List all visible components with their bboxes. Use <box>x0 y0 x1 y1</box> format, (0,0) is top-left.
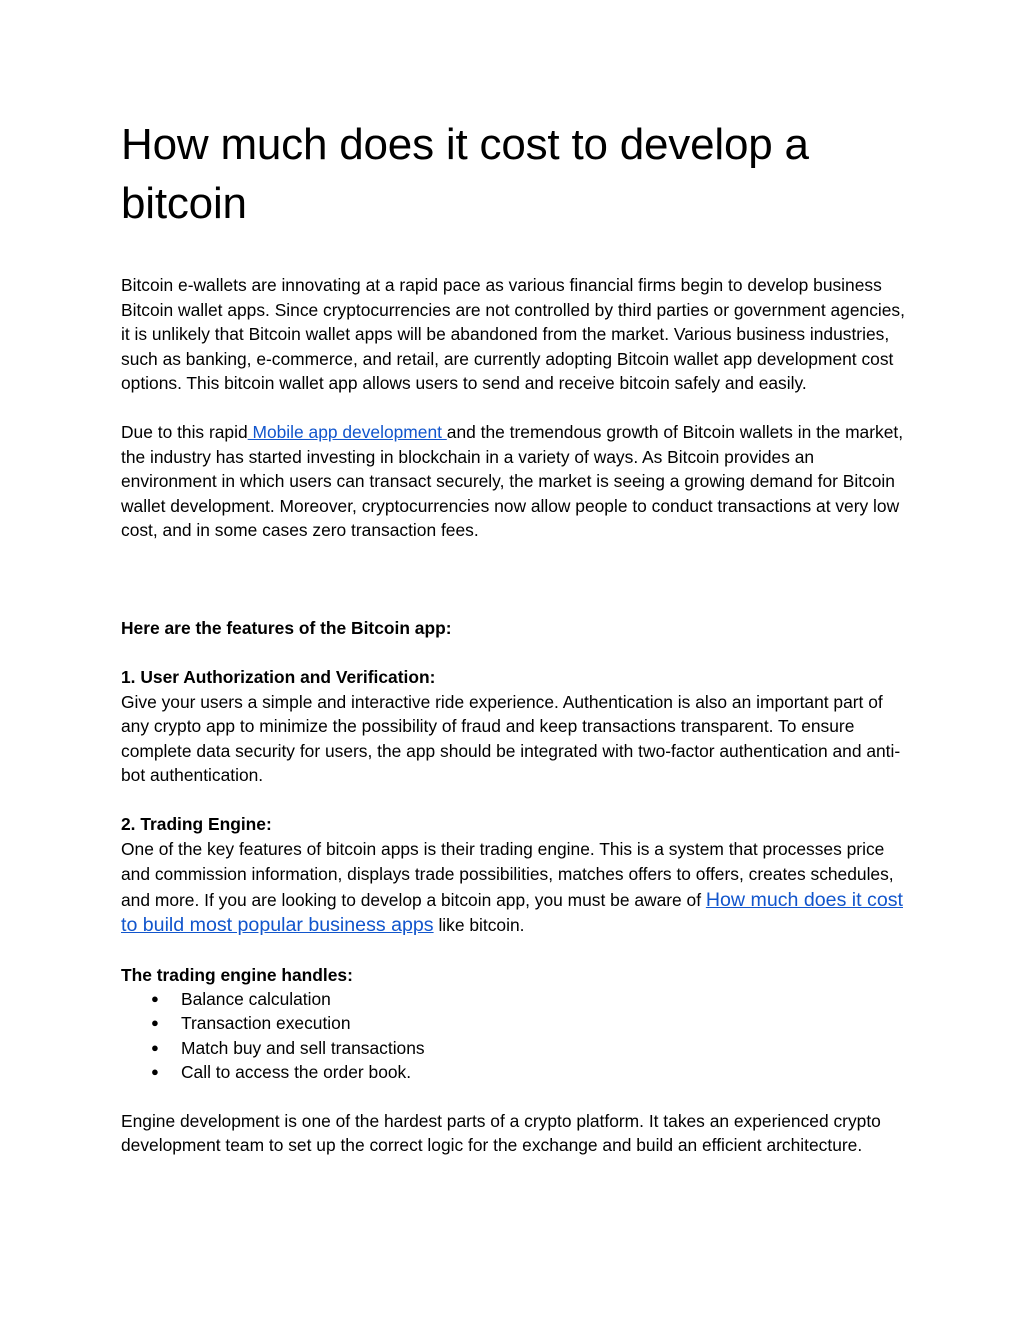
bullet-icon: ● <box>151 1015 159 1031</box>
feature-1-body: Give your users a simple and interactive ride experience. Authentication is also an important part of any crypto app to minimize the possibility of fraud and keep transactions transparent. To ensure complete data security for users, the app should be integrated with two-factor authentication and anti-bot authentication. <box>121 691 901 785</box>
bullet-icon: ● <box>151 1063 159 1079</box>
intro-paragraph-1: Bitcoin e-wallets are innovating at a rapid pace as various financial firms begin to develop business Bitcoin wallet apps. Since cryptocurrencies are not controlled by third parties or government agencies, it is unlikely that Bitcoin wallet apps will be abandoned from the market. Various business industries, such as banking, e-commerce, and retail, are currently adopting Bitcoin wallet app development cost options. This bitcoin wallet app allows users to send and receive bitcoin safely and easily. <box>121 275 905 393</box>
intro-paragraph-2 <box>121 420 906 543</box>
features-heading: Here are the features of the Bitcoin app: <box>121 618 452 638</box>
document-content <box>121 115 906 1158</box>
intro-paragraph-2-after-link: and the tremendous growth of Bitcoin wallets in the market, the industry has started investing in blockchain in a variety of ways. As Bitcoin provides an environment in which users can transact securely, the market is seeing a growing demand for Bitcoin wallet development. Moreover, cryptocurrencies now allow people to conduct transactions at very low cost, and in some cases zero transaction fees. <box>121 422 904 540</box>
feature-2-title: 2. Trading Engine: <box>121 814 272 834</box>
list-item-text: Match buy and sell transactions <box>181 1037 425 1058</box>
list-item-text: Balance calculation <box>181 989 331 1009</box>
closing-paragraph: Engine development is one of the hardest parts of a crypto platform. It takes an experienced crypto development team to set up the correct logic for the exchange and build an efficient architecture. <box>121 1110 881 1156</box>
trading-engine-handles-heading: The trading engine handles: <box>121 964 353 985</box>
document-title: How much does it cost to develop a bitcoin <box>121 120 809 228</box>
feature-2-body-before-link: One of the key features of bitcoin apps is their trading engine. This is a system that processes price and commission information, displays trade possibilities, matches offers to offers, creates schedules, and more. If you are looking to develop a bitcoin app, you must be aware of <box>121 838 894 910</box>
list-item-text: Call to access the order book. <box>181 1061 412 1082</box>
feature-2-body-after-link: like bitcoin. <box>433 915 525 935</box>
bullet-icon: ● <box>151 1039 159 1055</box>
bullet-icon: ● <box>151 991 159 1006</box>
intro-paragraph-2-before-link: Due to this rapid <box>121 422 248 442</box>
trading-engine-list <box>121 987 906 1084</box>
mobile-app-development-link[interactable]: Mobile app development <box>247 422 447 442</box>
list-item <box>121 1011 906 1035</box>
feature-2-body <box>121 837 906 939</box>
feature-1-title: 1. User Authorization and Verification: <box>121 667 436 687</box>
list-item <box>121 987 906 1011</box>
list-item <box>121 1036 906 1060</box>
business-apps-cost-link[interactable]: How much does it cost to build most popular business apps <box>121 888 903 936</box>
list-item <box>121 1060 906 1084</box>
list-item-text: Transaction execution <box>181 1013 351 1034</box>
